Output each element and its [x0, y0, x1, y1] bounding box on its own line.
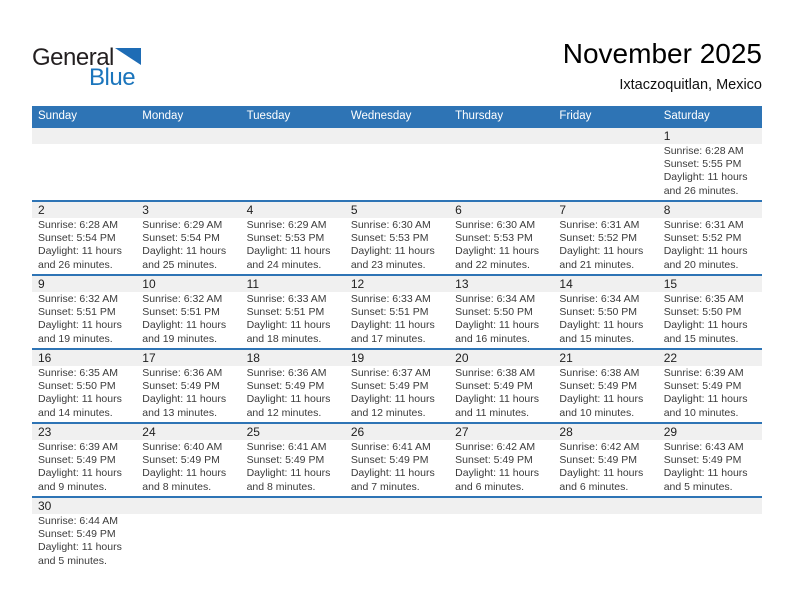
- daylight-text-line2: and 10 minutes.: [663, 406, 739, 419]
- day-cell-empty: [449, 514, 553, 584]
- logo-triangle-icon: [115, 48, 141, 65]
- calendar-week-row: [32, 274, 762, 348]
- daylight-text-line1: Daylight: 11 hours: [246, 245, 331, 258]
- daylight-text-line2: and 25 minutes.: [142, 258, 217, 271]
- sunrise-text: Sunrise: 6:39 AM: [663, 367, 744, 379]
- sunset-text: Sunset: 5:50 PM: [38, 380, 116, 393]
- daylight-text-line1: Daylight: 11 hours: [246, 319, 331, 332]
- daylight-text-line1: Daylight: 11 hours: [246, 467, 331, 480]
- daylight-text-line2: and 6 minutes.: [455, 480, 525, 493]
- day-cell-empty: [241, 514, 345, 584]
- page-title: November 2025: [562, 38, 762, 69]
- day-number-21: 21: [553, 350, 657, 366]
- daylight-text-line2: and 21 minutes.: [559, 258, 635, 271]
- day-number-13: 13: [449, 276, 553, 292]
- daylight-text-line1: Daylight: 11 hours: [663, 393, 748, 406]
- daylight-text-line2: and 15 minutes.: [663, 332, 739, 345]
- day-number-20: 20: [449, 350, 553, 366]
- day-number-empty: [136, 128, 240, 144]
- day-cell-30: [32, 514, 136, 584]
- day-number-16: 16: [32, 350, 136, 366]
- daylight-text-line1: Daylight: 11 hours: [663, 245, 748, 258]
- daylight-text-line2: and 5 minutes.: [38, 554, 107, 567]
- daylight-text-line1: Daylight: 11 hours: [559, 393, 644, 406]
- day-number-11: 11: [241, 276, 345, 292]
- daylight-text-line1: Daylight: 11 hours: [142, 467, 227, 480]
- sunset-text: Sunset: 5:53 PM: [455, 232, 533, 245]
- daylight-text-line2: and 19 minutes.: [142, 332, 217, 345]
- daylight-text-line1: Daylight: 11 hours: [455, 319, 539, 332]
- sunset-text: Sunset: 5:49 PM: [663, 380, 742, 393]
- daylight-text-line2: and 18 minutes.: [246, 332, 322, 345]
- sunset-text: Sunset: 5:50 PM: [455, 306, 533, 319]
- day-cell-empty: [553, 144, 657, 200]
- daylight-text-line2: and 9 minutes.: [38, 480, 107, 493]
- sunset-text: Sunset: 5:49 PM: [663, 454, 742, 467]
- day-number-empty: [345, 498, 449, 514]
- day-cell-1: [658, 144, 762, 200]
- day-cell-23: [32, 440, 136, 496]
- daylight-text-line1: Daylight: 11 hours: [350, 467, 435, 480]
- day-number-25: 25: [241, 424, 345, 440]
- day-cell-14: [553, 292, 657, 348]
- day-cell-16: [32, 366, 136, 422]
- calendar-week-row: [32, 126, 762, 200]
- daylight-text-line1: Daylight: 11 hours: [38, 393, 122, 406]
- daylight-text-line1: Daylight: 11 hours: [663, 467, 748, 480]
- day-number-12: 12: [345, 276, 449, 292]
- day-number-4: 4: [241, 202, 345, 218]
- daylight-text-line2: and 23 minutes.: [350, 258, 426, 271]
- day-cell-28: [553, 440, 657, 496]
- sunrise-text: Sunrise: 6:42 AM: [455, 441, 536, 453]
- day-number-empty: [449, 128, 553, 144]
- day-cell-empty: [32, 144, 136, 200]
- sunset-text: Sunset: 5:49 PM: [350, 454, 429, 467]
- calendar-week-row: [32, 348, 762, 422]
- daylight-text-line1: Daylight: 11 hours: [350, 245, 435, 258]
- day-cell-3: [136, 218, 240, 274]
- sunset-text: Sunset: 5:51 PM: [350, 306, 429, 319]
- day-cell-18: [241, 366, 345, 422]
- day-cell-19: [345, 366, 449, 422]
- day-cell-11: [241, 292, 345, 348]
- day-cell-empty: [136, 514, 240, 584]
- sunset-text: Sunset: 5:53 PM: [246, 232, 325, 245]
- day-cell-2: [32, 218, 136, 274]
- day-number-empty: [136, 498, 240, 514]
- day-cell-empty: [345, 144, 449, 200]
- daylight-text-line1: Daylight: 11 hours: [142, 319, 227, 332]
- daylight-text-line1: Daylight: 11 hours: [142, 245, 227, 258]
- weekday-header-friday: Friday: [559, 110, 592, 122]
- day-cell-13: [449, 292, 553, 348]
- day-cell-empty: [449, 144, 553, 200]
- sunrise-text: Sunrise: 6:30 AM: [350, 219, 431, 231]
- day-cell-21: [553, 366, 657, 422]
- sunrise-text: Sunrise: 6:31 AM: [559, 219, 640, 231]
- sunrise-text: Sunrise: 6:34 AM: [455, 293, 536, 305]
- day-cell-empty: [241, 144, 345, 200]
- day-cell-empty: [553, 514, 657, 584]
- day-number-24: 24: [136, 424, 240, 440]
- sunset-text: Sunset: 5:49 PM: [142, 454, 220, 467]
- daylight-text-line2: and 11 minutes.: [455, 406, 530, 419]
- daylight-text-line1: Daylight: 11 hours: [559, 245, 644, 258]
- daylight-text-line2: and 24 minutes.: [246, 258, 322, 271]
- daylight-text-line2: and 16 minutes.: [455, 332, 530, 345]
- daylight-text-line2: and 8 minutes.: [142, 480, 212, 493]
- weekday-header-thursday: Thursday: [455, 110, 504, 122]
- daylight-text-line1: Daylight: 11 hours: [350, 319, 435, 332]
- day-number-26: 26: [345, 424, 449, 440]
- sunset-text: Sunset: 5:49 PM: [455, 454, 533, 467]
- day-cell-27: [449, 440, 553, 496]
- day-number-empty: [449, 498, 553, 514]
- sunset-text: Sunset: 5:49 PM: [38, 528, 116, 541]
- calendar-week-row: [32, 422, 762, 496]
- day-cell-5: [345, 218, 449, 274]
- day-cell-25: [241, 440, 345, 496]
- weekday-header-row: [32, 106, 762, 126]
- daylight-text-line1: Daylight: 11 hours: [559, 467, 644, 480]
- daylight-text-line1: Daylight: 11 hours: [663, 171, 748, 184]
- day-number-5: 5: [345, 202, 449, 218]
- daylight-text-line1: Daylight: 11 hours: [455, 393, 539, 406]
- sunset-text: Sunset: 5:54 PM: [142, 232, 220, 245]
- logo-text-general: General: [32, 44, 114, 71]
- weekday-header-wednesday: Wednesday: [350, 110, 412, 122]
- sunset-text: Sunset: 5:49 PM: [142, 380, 220, 393]
- sunrise-text: Sunrise: 6:28 AM: [663, 145, 744, 157]
- sunrise-text: Sunrise: 6:44 AM: [38, 515, 118, 527]
- sunset-text: Sunset: 5:49 PM: [38, 454, 116, 467]
- daylight-text-line2: and 13 minutes.: [142, 406, 217, 419]
- day-number-22: 22: [658, 350, 762, 366]
- sunrise-text: Sunrise: 6:34 AM: [559, 293, 640, 305]
- day-cell-17: [136, 366, 240, 422]
- daylight-text-line1: Daylight: 11 hours: [559, 319, 644, 332]
- sunrise-text: Sunrise: 6:37 AM: [350, 367, 431, 379]
- daylight-text-line2: and 6 minutes.: [559, 480, 629, 493]
- day-number-30: 30: [32, 498, 136, 514]
- daylight-text-line2: and 26 minutes.: [38, 258, 113, 271]
- sunset-text: Sunset: 5:49 PM: [246, 454, 325, 467]
- weekday-header-tuesday: Tuesday: [246, 110, 291, 122]
- sunrise-text: Sunrise: 6:29 AM: [246, 219, 327, 231]
- sunrise-text: Sunrise: 6:36 AM: [142, 367, 223, 379]
- title-block: [563, 38, 762, 93]
- daylight-text-line2: and 26 minutes.: [663, 184, 739, 197]
- sunrise-text: Sunrise: 6:43 AM: [663, 441, 744, 453]
- sunset-text: Sunset: 5:50 PM: [559, 306, 638, 319]
- daylight-text-line2: and 12 minutes.: [350, 406, 426, 419]
- sunrise-text: Sunrise: 6:33 AM: [350, 293, 431, 305]
- daylight-text-line1: Daylight: 11 hours: [38, 541, 122, 554]
- daylight-text-line2: and 15 minutes.: [559, 332, 635, 345]
- day-cell-empty: [136, 144, 240, 200]
- general-blue-logo: [32, 46, 141, 90]
- sunset-text: Sunset: 5:49 PM: [559, 454, 638, 467]
- sunset-text: Sunset: 5:51 PM: [246, 306, 325, 319]
- day-number-empty: [658, 498, 762, 514]
- day-cell-24: [136, 440, 240, 496]
- sunset-text: Sunset: 5:49 PM: [455, 380, 533, 393]
- day-cell-26: [345, 440, 449, 496]
- sunrise-text: Sunrise: 6:31 AM: [663, 219, 744, 231]
- day-cell-6: [449, 218, 553, 274]
- calendar-week-row: [32, 496, 762, 584]
- daylight-text-line1: Daylight: 11 hours: [38, 467, 122, 480]
- day-cell-empty: [345, 514, 449, 584]
- day-number-6: 6: [449, 202, 553, 218]
- sunrise-text: Sunrise: 6:35 AM: [663, 293, 744, 305]
- daylight-text-line1: Daylight: 11 hours: [38, 245, 122, 258]
- sunrise-text: Sunrise: 6:42 AM: [559, 441, 640, 453]
- sunset-text: Sunset: 5:55 PM: [663, 158, 742, 171]
- weekday-header-sunday: Sunday: [38, 110, 78, 122]
- day-number-8: 8: [658, 202, 762, 218]
- day-number-9: 9: [32, 276, 136, 292]
- sunrise-text: Sunrise: 6:38 AM: [455, 367, 536, 379]
- day-number-28: 28: [553, 424, 657, 440]
- day-cell-10: [136, 292, 240, 348]
- sunrise-text: Sunrise: 6:32 AM: [38, 293, 118, 305]
- daylight-text-line2: and 8 minutes.: [246, 480, 316, 493]
- sunset-text: Sunset: 5:49 PM: [246, 380, 325, 393]
- sunrise-text: Sunrise: 6:32 AM: [142, 293, 223, 305]
- day-number-19: 19: [345, 350, 449, 366]
- sunset-text: Sunset: 5:53 PM: [350, 232, 429, 245]
- daylight-text-line2: and 22 minutes.: [455, 258, 530, 271]
- daylight-text-line2: and 7 minutes.: [350, 480, 420, 493]
- logo-text-blue: Blue: [89, 64, 136, 91]
- daylight-text-line1: Daylight: 11 hours: [455, 245, 539, 258]
- calendar-week-row: [32, 200, 762, 274]
- daylight-text-line2: and 5 minutes.: [663, 480, 733, 493]
- day-number-7: 7: [553, 202, 657, 218]
- sunrise-text: Sunrise: 6:39 AM: [38, 441, 118, 453]
- day-number-3: 3: [136, 202, 240, 218]
- day-number-empty: [345, 128, 449, 144]
- sunrise-text: Sunrise: 6:30 AM: [455, 219, 536, 231]
- sunrise-text: Sunrise: 6:40 AM: [142, 441, 223, 453]
- sunrise-text: Sunrise: 6:41 AM: [246, 441, 327, 453]
- day-cell-4: [241, 218, 345, 274]
- day-number-23: 23: [32, 424, 136, 440]
- day-number-empty: [553, 498, 657, 514]
- daylight-text-line2: and 17 minutes.: [350, 332, 426, 345]
- daylight-text-line2: and 12 minutes.: [246, 406, 322, 419]
- weekday-header-saturday: Saturday: [663, 110, 710, 122]
- day-number-29: 29: [658, 424, 762, 440]
- day-number-empty: [32, 128, 136, 144]
- day-number-15: 15: [658, 276, 762, 292]
- sunset-text: Sunset: 5:49 PM: [559, 380, 638, 393]
- daylight-text-line2: and 10 minutes.: [559, 406, 635, 419]
- sunrise-text: Sunrise: 6:41 AM: [350, 441, 431, 453]
- calendar-grid: [32, 106, 762, 584]
- location-subtitle: Ixtaczoquitlan, Mexico: [619, 77, 762, 94]
- sunrise-text: Sunrise: 6:35 AM: [38, 367, 118, 379]
- sunset-text: Sunset: 5:51 PM: [142, 306, 220, 319]
- sunset-text: Sunset: 5:54 PM: [38, 232, 116, 245]
- day-number-empty: [553, 128, 657, 144]
- day-number-1: 1: [658, 128, 762, 144]
- daylight-text-line1: Daylight: 11 hours: [38, 319, 122, 332]
- daylight-text-line1: Daylight: 11 hours: [246, 393, 331, 406]
- daylight-text-line1: Daylight: 11 hours: [663, 319, 748, 332]
- daylight-text-line1: Daylight: 11 hours: [142, 393, 227, 406]
- daylight-text-line2: and 14 minutes.: [38, 406, 113, 419]
- day-cell-7: [553, 218, 657, 274]
- day-cell-22: [658, 366, 762, 422]
- day-number-10: 10: [136, 276, 240, 292]
- day-number-2: 2: [32, 202, 136, 218]
- sunrise-text: Sunrise: 6:38 AM: [559, 367, 640, 379]
- sunset-text: Sunset: 5:49 PM: [350, 380, 429, 393]
- daylight-text-line2: and 19 minutes.: [38, 332, 113, 345]
- sunset-text: Sunset: 5:51 PM: [38, 306, 116, 319]
- day-number-14: 14: [553, 276, 657, 292]
- day-cell-9: [32, 292, 136, 348]
- day-cell-20: [449, 366, 553, 422]
- day-cell-8: [658, 218, 762, 274]
- sunset-text: Sunset: 5:52 PM: [663, 232, 742, 245]
- day-number-27: 27: [449, 424, 553, 440]
- daylight-text-line2: and 20 minutes.: [663, 258, 739, 271]
- day-number-17: 17: [136, 350, 240, 366]
- day-cell-15: [658, 292, 762, 348]
- day-cell-29: [658, 440, 762, 496]
- day-number-empty: [241, 498, 345, 514]
- daylight-text-line1: Daylight: 11 hours: [350, 393, 435, 406]
- day-cell-12: [345, 292, 449, 348]
- day-number-18: 18: [241, 350, 345, 366]
- sunrise-text: Sunrise: 6:28 AM: [38, 219, 118, 231]
- weekday-header-monday: Monday: [142, 110, 184, 122]
- sunrise-text: Sunrise: 6:29 AM: [142, 219, 223, 231]
- sunset-text: Sunset: 5:50 PM: [663, 306, 742, 319]
- sunrise-text: Sunrise: 6:33 AM: [246, 293, 327, 305]
- sunset-text: Sunset: 5:52 PM: [559, 232, 638, 245]
- day-cell-empty: [658, 514, 762, 584]
- day-number-empty: [241, 128, 345, 144]
- daylight-text-line1: Daylight: 11 hours: [455, 467, 539, 480]
- sunrise-text: Sunrise: 6:36 AM: [246, 367, 327, 379]
